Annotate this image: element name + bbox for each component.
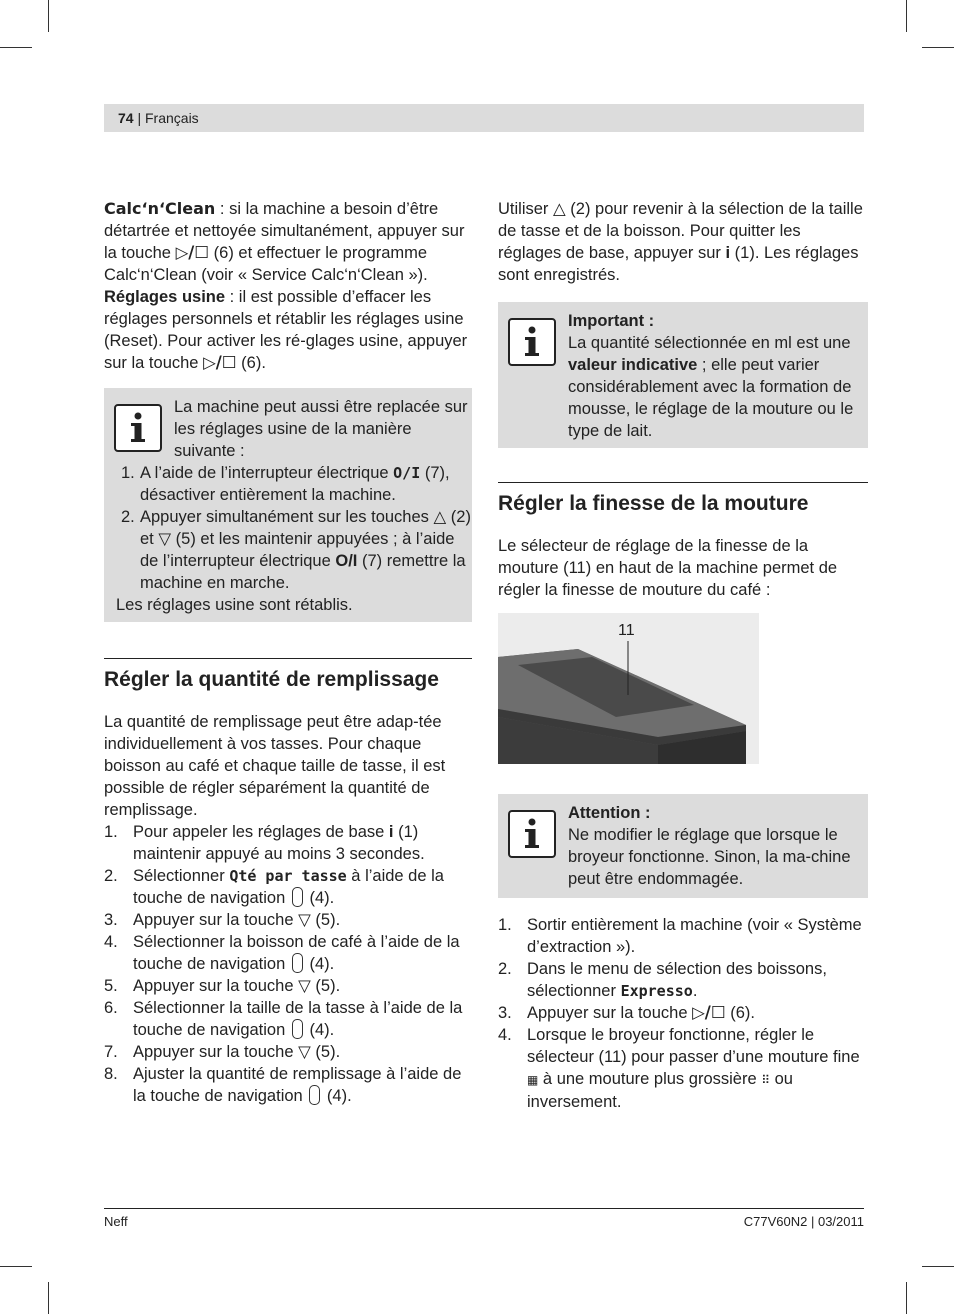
page-number: 74 xyxy=(118,110,134,126)
navigation-key-icon xyxy=(292,887,303,907)
right-intro xyxy=(498,198,868,286)
step-text: à l’aide de la touche de navigation xyxy=(133,867,444,907)
step-text: Appuyer sur la touche xyxy=(133,1043,299,1061)
step-text: (6). xyxy=(725,1004,755,1022)
info-icon xyxy=(508,318,556,366)
attention-title-text: Attention : xyxy=(568,804,651,822)
step-text: ou inversement. xyxy=(527,1070,793,1111)
step-number: 1. xyxy=(498,916,512,934)
section-title-quantite: Régler la quantité de remplissage xyxy=(104,658,472,693)
display-text: Expresso xyxy=(620,982,693,1000)
info-key-label: i xyxy=(725,244,731,262)
footer-model-date: C77V60N2 | 03/2011 xyxy=(743,1214,864,1229)
quantite-steps xyxy=(104,821,472,1107)
info-box-attention xyxy=(498,794,868,898)
step-text: (7), désactiver entièrement la machine. xyxy=(140,464,450,504)
intro-text: Utiliser xyxy=(498,200,554,218)
step-text: Ajuster la quantité de remplissage à l’aide de la touche de navigation xyxy=(133,1065,462,1105)
crop-mark xyxy=(906,0,907,32)
important-text-a: La quantité sélectionnée en ml est une xyxy=(568,334,851,352)
info-tail: Les réglages usine sont rétablis. xyxy=(116,596,353,614)
step-text: (5) et les maintenir appuyées ; à l’aide de l’interrupteur électrique xyxy=(140,530,455,570)
step-text: Sélectionner la taille de la tasse à l’aide de la touche de navigation xyxy=(133,999,463,1039)
step-number: 2. xyxy=(104,867,118,885)
list-item xyxy=(104,462,472,506)
info-key-label: i xyxy=(388,823,394,841)
power-switch-label: O/I xyxy=(393,464,421,482)
intro-text: (2) pour revenir à la sélection de la taille de tasse et de la boisson. Pour quitter les réglages de base, appuyer sur xyxy=(498,200,863,262)
left-column xyxy=(104,198,472,1107)
footer-rule xyxy=(104,1208,864,1209)
display-text: Qté par tasse xyxy=(229,867,347,885)
triangle-down-icon: ▽ xyxy=(298,976,311,995)
play-stop-icon: ▷/☐ xyxy=(175,243,210,262)
step-text: Pour appeler les réglages de base xyxy=(133,823,389,841)
info-intro: La machine peut aussi être replacée sur les réglages usine de la manière suivante : xyxy=(174,398,468,460)
calc-paragraph xyxy=(104,198,472,286)
crop-mark xyxy=(0,47,32,48)
info-icon xyxy=(508,810,556,858)
important-title xyxy=(568,310,868,332)
step-text: (5). xyxy=(310,911,341,929)
grinder-photo xyxy=(498,613,759,764)
list-item xyxy=(104,865,472,909)
step-text: (1) maintenir appuyé au moins 3 secondes. xyxy=(133,823,425,863)
crop-mark xyxy=(48,1282,49,1314)
step-number: 8. xyxy=(104,1065,118,1083)
step-text: (5). xyxy=(310,977,341,995)
crop-mark xyxy=(922,47,954,48)
attention-text: Ne modifier le réglage que lorsque le broyeur fonctionne. Sinon, la ma-chine peut être endommagée. xyxy=(568,826,851,888)
step-number: 2. xyxy=(121,508,135,526)
list-item xyxy=(498,958,868,1002)
usine-label: Réglages usine xyxy=(104,288,226,306)
step-number: 5. xyxy=(104,977,118,995)
step-text: Appuyer sur la touche xyxy=(527,1004,693,1022)
triangle-up-icon: △ xyxy=(553,199,566,218)
fine-grind-icon: ▦ xyxy=(527,1073,539,1087)
intro-text: (1). Les réglages sont enregistrés. xyxy=(498,244,859,284)
step-number: 2. xyxy=(498,960,512,978)
page-header xyxy=(104,104,864,132)
step-number: 3. xyxy=(498,1004,512,1022)
calc-text: : si la machine a besoin d’être détartrée et nettoyée simultanément, appuyer sur la touche xyxy=(104,200,465,262)
crop-mark xyxy=(922,1266,954,1267)
power-switch-label: O/I xyxy=(335,552,358,570)
list-item xyxy=(104,997,472,1041)
triangle-up-icon: △ xyxy=(433,507,447,526)
step-text: Sélectionner la boisson de café à l’aide de la touche de navigation xyxy=(133,933,460,973)
list-item xyxy=(104,821,472,865)
calc-label: Calc‘n‘Clean xyxy=(104,199,216,218)
list-item xyxy=(498,914,868,958)
section-title-mouture: Régler la finesse de la mouture xyxy=(498,482,868,517)
step-text: A l’aide de l’interrupteur électrique xyxy=(140,464,394,482)
navigation-key-icon xyxy=(292,1019,303,1039)
list-item xyxy=(104,506,472,594)
list-item xyxy=(104,1041,472,1063)
list-item xyxy=(104,931,472,975)
step-text: . xyxy=(692,982,698,1000)
important-text-b: ; elle peut varier considérablement avec la formation de mousse, le réglage de la mouture ou le type de lait. xyxy=(568,356,854,440)
triangle-down-icon: ▽ xyxy=(298,1042,311,1061)
list-item xyxy=(498,1024,868,1113)
play-stop-icon: ▷/☐ xyxy=(692,1003,726,1022)
info-box-important xyxy=(498,302,868,448)
crop-mark xyxy=(48,0,49,32)
navigation-key-icon xyxy=(292,953,303,973)
step-text: (4). xyxy=(304,889,335,907)
important-bold: valeur indicative xyxy=(568,356,698,374)
calc-text-2: (6) et effectuer le programme Calc‘n‘Clean (voir « Service Calc‘n‘Clean »). xyxy=(104,244,428,284)
crop-mark xyxy=(906,1282,907,1314)
usine-text: : il est possible d’effacer les réglages personnels et rétablir les réglages usine (Reset). Pour activer les ré-glages usine, appuyer sur la touche xyxy=(104,288,468,372)
mouture-intro: Le sélecteur de réglage de la finesse de la mouture (11) en haut de la machine permet de régler la finesse de mouture du café : xyxy=(498,537,838,599)
important-text xyxy=(568,332,868,442)
step-text: Sortir entièrement la machine (voir « Système d’extraction »). xyxy=(527,916,862,956)
list-item xyxy=(104,1063,472,1107)
step-number: 3. xyxy=(104,911,118,929)
step-text: Appuyer sur la touche xyxy=(133,977,299,995)
header-language: Français xyxy=(145,110,199,126)
attention-title xyxy=(568,802,868,824)
step-number: 1. xyxy=(104,823,118,841)
list-item xyxy=(104,909,472,931)
step-text: (4). xyxy=(304,1021,335,1039)
machine-illustration xyxy=(498,613,759,764)
step-text: (7) remettre la machine en marche. xyxy=(140,552,466,592)
footer-brand: Neff xyxy=(104,1214,128,1229)
info-box-reset xyxy=(104,388,472,622)
step-number: 7. xyxy=(104,1043,118,1061)
step-number: 4. xyxy=(104,933,118,951)
step-text: Dans le menu de sélection des boissons, sélectionner xyxy=(527,960,827,1000)
info-icon xyxy=(114,404,162,452)
step-text: (5). xyxy=(310,1043,341,1061)
step-number: 6. xyxy=(104,999,118,1017)
callout-label: 11 xyxy=(618,622,635,639)
usine-text-2: (6). xyxy=(236,354,266,372)
step-text: à une mouture plus grossière xyxy=(538,1070,762,1088)
quantite-intro: La quantité de remplissage peut être adap-tée individuellement à vos tasses. Pour chaque boisson au café et chaque taille de tasse, il est possible de régler séparément la quantité de remplissage. xyxy=(104,713,446,819)
coarse-grind-icon: ⠿ xyxy=(761,1073,771,1087)
header-separator: | xyxy=(133,110,145,126)
step-text: (2) et xyxy=(140,508,471,548)
step-text: (4). xyxy=(322,1087,352,1105)
play-stop-icon: ▷/☐ xyxy=(203,353,237,372)
list-item xyxy=(104,975,472,997)
usine-paragraph xyxy=(104,286,472,374)
step-text: Sélectionner xyxy=(133,867,230,885)
step-text: Appuyer simultanément sur les touches xyxy=(140,508,434,526)
triangle-down-icon: ▽ xyxy=(298,910,311,929)
step-number: 1. xyxy=(121,464,135,482)
step-text: Appuyer sur la touche xyxy=(133,911,299,929)
step-text: Lorsque le broyeur fonctionne, régler le sélecteur (11) pour passer d’une mouture fine xyxy=(527,1026,860,1066)
triangle-down-icon: ▽ xyxy=(158,529,172,548)
crop-mark xyxy=(0,1266,32,1267)
mouture-steps xyxy=(498,914,868,1113)
step-text: (4). xyxy=(304,955,335,973)
info-steps xyxy=(104,462,472,594)
step-number: 4. xyxy=(498,1026,512,1044)
right-column xyxy=(498,198,868,1113)
list-item xyxy=(498,1002,868,1024)
important-title-text: Important : xyxy=(568,312,655,330)
navigation-key-icon xyxy=(309,1085,320,1105)
